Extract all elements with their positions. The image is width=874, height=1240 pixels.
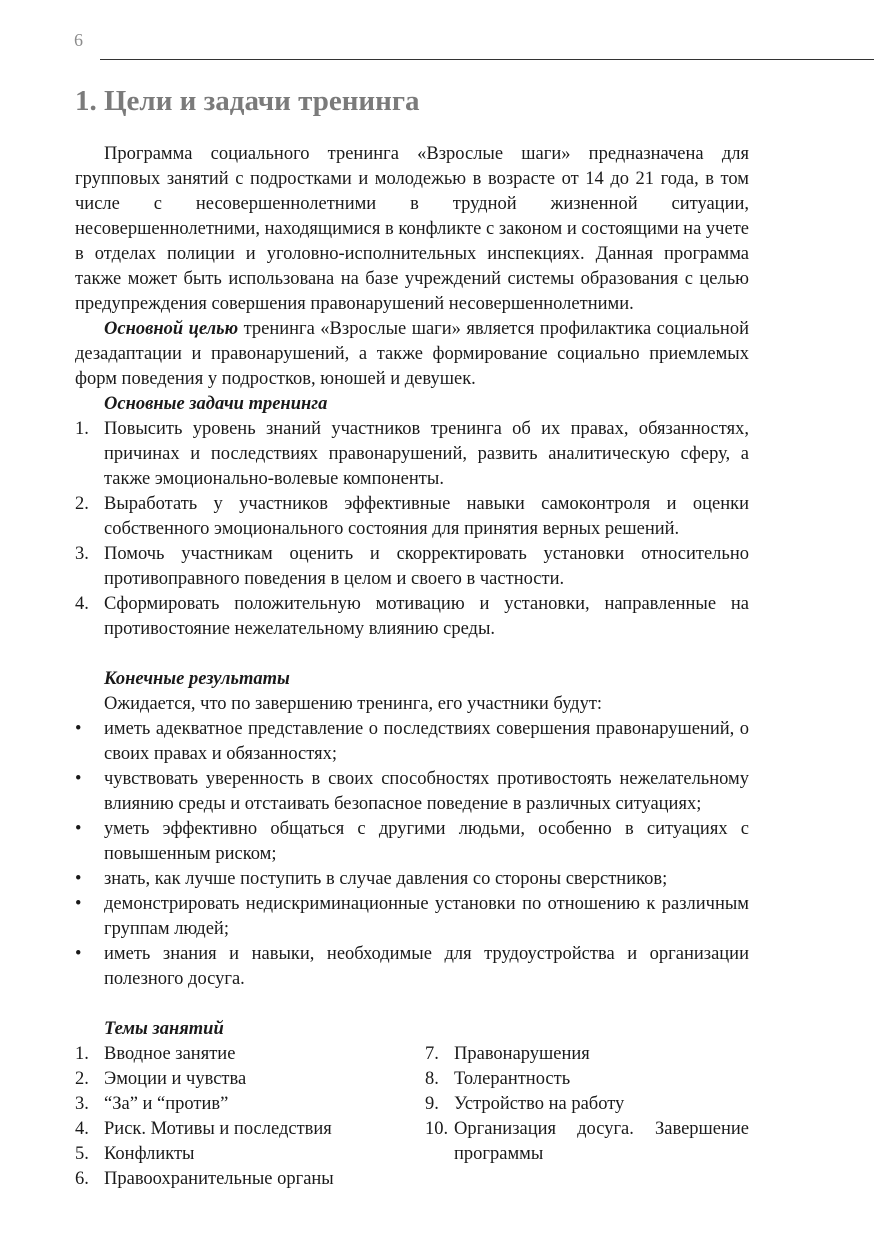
topic-text: Устройство на работу [454,1094,625,1114]
task-item [75,492,749,542]
topics-list-left [75,1042,405,1192]
bullet-icon: • [75,769,82,789]
topic-item [75,1042,405,1067]
result-item [75,867,749,892]
result-text: демонстрировать недискриминационные установки по отношению к различным группам людей; [104,894,749,939]
task-item [75,417,749,492]
topic-text: Толерантность [454,1069,571,1089]
topic-text: Правоохранительные органы [104,1169,334,1189]
bullet-icon: • [75,819,82,839]
result-item [75,767,749,817]
topic-number: 2. [75,1069,89,1089]
bullet-icon: • [75,944,82,964]
task-text: Помочь участникам оценить и скорректировать установки относительно противоправного поведения в целом и своего в частности. [104,544,749,589]
topic-item [75,1092,405,1117]
task-text: Сформировать положительную мотивацию и установки, направленные на противостояние нежелательному влиянию среды. [104,594,749,639]
page-content [75,84,749,1192]
topic-number: 6. [75,1169,89,1189]
result-item [75,717,749,767]
topic-number: 1. [75,1044,89,1064]
topic-number: 3. [75,1094,89,1114]
topic-item [75,1142,405,1167]
topic-number: 9. [425,1094,439,1114]
topic-text: Организация досуга. Завершение программы [454,1119,749,1164]
bullet-icon: • [75,894,82,914]
topic-number: 7. [425,1044,439,1064]
bullet-icon: • [75,869,82,889]
spacer [75,642,749,667]
topic-text: Вводное занятие [104,1044,236,1064]
goal-text: тренинга «Взрослые шаги» является профилактика социальной дезадаптации и правонарушений, а также формирование социально приемлемых форм поведения у подростков, юношей и девушек. [75,319,749,389]
topic-item [75,1167,405,1192]
topics-heading: Темы занятий [104,1019,224,1039]
task-text: Повысить уровень знаний участников тренинга об их правах, обязанностях, причинах и последствиях правонарушений, развить аналитическую сферу, а также эмоционально-волевые компоненты. [104,419,749,489]
topic-text: Эмоции и чувства [104,1069,247,1089]
intro-paragraph: Программа социального тренинга «Взрослые шаги» предназначена для групповых занятий с подростками и молодежью в возрасте от 14 до 21 года, в том числе с несовершеннолетними в трудной жизненной ситуации, несовершеннолетними, находящимися в конфликте с законом и состоящими на учете в отделах полиции и уголовно-исполнительных инспекциях. Данная программа также может быть использована на базе учреждений системы образования с целью предупреждения совершения правонарушений несовершеннолетними. [75,144,749,314]
tasks-heading: Основные задачи тренинга [104,394,328,414]
topic-number: 10. [425,1119,449,1139]
header-rule [100,59,874,60]
result-text: иметь знания и навыки, необходимые для трудоустройства и организации полезного досуга. [104,944,749,989]
task-text: Выработать у участников эффективные навыки самоконтроля и оценки собственного эмоционального состояния для принятия верных решений. [104,494,749,539]
task-number: 1. [75,419,89,439]
topic-item [425,1117,749,1167]
task-number: 3. [75,544,89,564]
topic-text: Правонарушения [454,1044,590,1064]
task-number: 2. [75,494,89,514]
result-item [75,817,749,867]
result-text: чувствовать уверенность в своих способностях противостоять нежелательному влиянию среды и отстаивать безопасное поведение в различных ситуациях; [104,769,749,814]
topic-item [425,1092,749,1117]
result-item [75,942,749,992]
topic-number: 5. [75,1144,89,1164]
result-text: знать, как лучше поступить в случае давления со стороны сверстников; [104,869,668,889]
bullet-icon: • [75,719,82,739]
topic-number: 4. [75,1119,89,1139]
spacer [75,992,749,1017]
result-item [75,892,749,942]
page-title: 1. Цели и задачи тренинга [75,85,420,117]
topic-text: Риск. Мотивы и последствия [104,1119,332,1139]
topic-text: Конфликты [104,1144,195,1164]
topics-left-column [75,1042,405,1192]
topics-right-column [425,1042,749,1192]
goal-paragraph [75,317,749,392]
topic-item [425,1067,749,1092]
task-item [75,542,749,592]
results-heading: Конечные результаты [104,669,290,689]
page-number: 6 [74,30,83,50]
topic-item [425,1042,749,1067]
topic-number: 8. [425,1069,439,1089]
results-list [75,717,749,992]
topic-item [75,1067,405,1092]
task-number: 4. [75,594,89,614]
topic-text: “За” и “против” [104,1094,229,1114]
result-text: уметь эффективно общаться с другими людьми, особенно в ситуациях с повышенным риском; [104,819,749,864]
topic-item [75,1117,405,1142]
results-intro: Ожидается, что по завершению тренинга, его участники будут: [104,694,603,714]
result-text: иметь адекватное представление о последствиях совершения правонарушений, о своих правах и обязанностях; [104,719,749,764]
topics-list-right [425,1042,749,1167]
task-item [75,592,749,642]
goal-lead: Основной целью [104,319,239,339]
topics-columns [75,1042,749,1192]
tasks-list [75,417,749,642]
